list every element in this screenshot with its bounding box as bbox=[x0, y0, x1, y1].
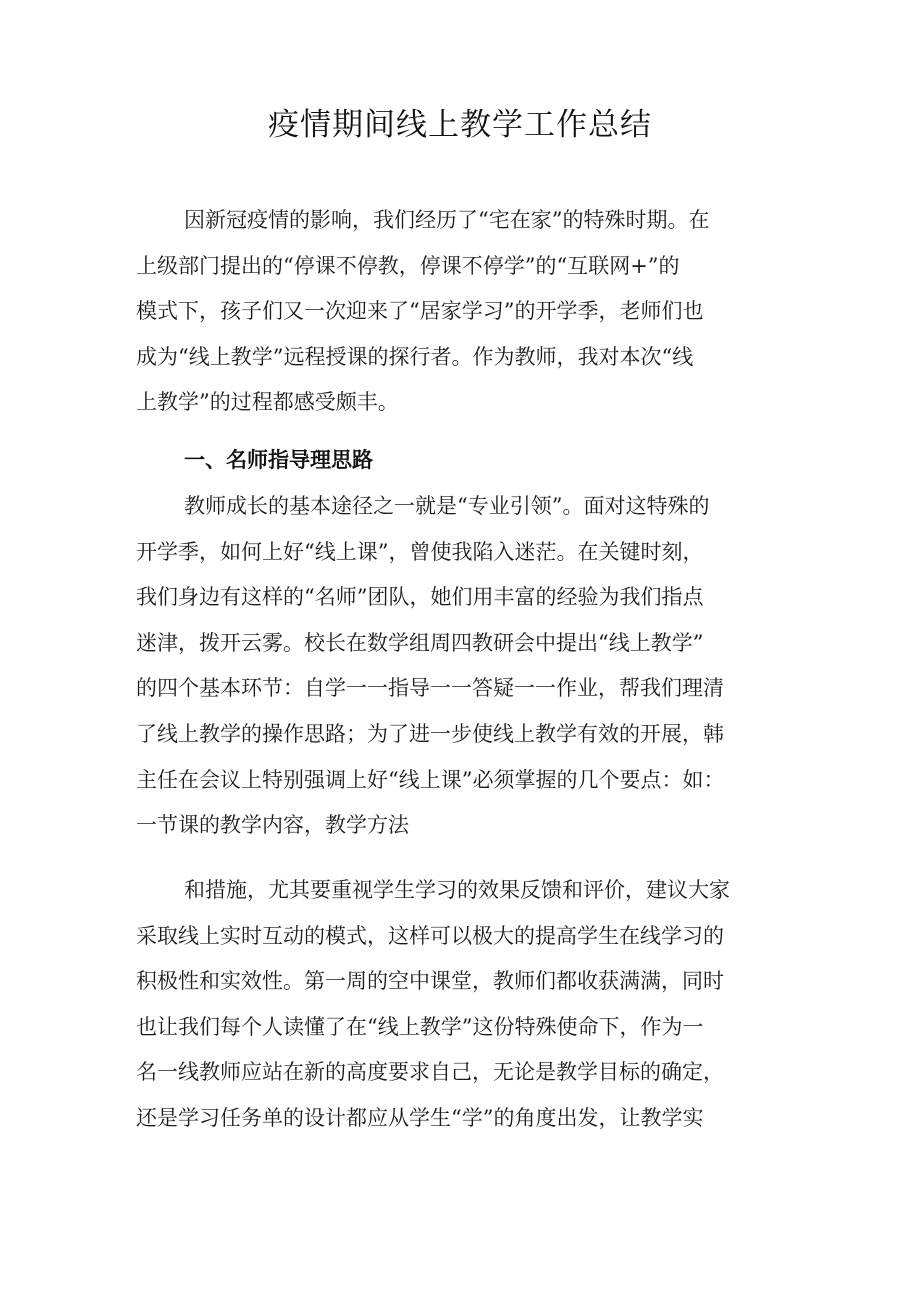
section-heading: 一、名师指导理思路 bbox=[184, 448, 373, 472]
text-line: 主任在会议上特别强调上好“线上课”必须掌握的几个要点：如： bbox=[136, 767, 725, 792]
text-line: 采取线上实时互动的模式，这样可以极大的提高学生在线学习的 bbox=[136, 923, 724, 948]
text-line: 教师成长的基本途径之一就是“专业引领”。面对这特殊的 bbox=[184, 494, 710, 518]
text-line: 模式下，孩子们又一次迎来了“居家学习”的开学季，老师们也 bbox=[136, 299, 704, 324]
text-line: 和措施，尤其要重视学生学习的效果反馈和评价，建议大家 bbox=[184, 878, 730, 902]
text-line: 上级部门提出的“停课不停教，停课不停学”的“互联网+”的 bbox=[136, 253, 680, 278]
text-line: 因新冠疫情的影响，我们经历了“宅在家”的特殊时期。在 bbox=[184, 208, 710, 232]
text-line: 开学季，如何上好“线上课”，曾使我陷入迷茫。在关键时刻， bbox=[136, 539, 704, 564]
text-line: 一节课的教学内容，教学方法 bbox=[136, 813, 409, 838]
text-line: 的四个基本环节：自学一一指导一一答疑一一作业，帮我们理清 bbox=[136, 676, 724, 701]
text-line: 名一线教师应站在新的高度要求自己，无论是教学目标的确定， bbox=[136, 1060, 724, 1085]
text-line: 还是学习任务单的设计都应从学生“学”的角度出发，让教学实 bbox=[136, 1105, 704, 1130]
text-line: 我们身边有这样的“名师”团队，她们用丰富的经验为我们指点 bbox=[136, 585, 704, 610]
text-line: 积极性和实效性。第一周的空中课堂，教师们都收获满满，同时 bbox=[136, 969, 724, 994]
text-line: 上教学”的过程都感受颇丰。 bbox=[136, 390, 399, 415]
text-line: 迷津，拨开云雾。校长在数学组周四教研会中提出“线上教学” bbox=[136, 630, 704, 655]
paragraph-measures bbox=[136, 868, 816, 1142]
text-line: 也让我们每个人读懂了在“线上教学”这份特殊使命下，作为一 bbox=[136, 1014, 704, 1039]
document-title: 疫情期间线上教学工作总结 bbox=[268, 107, 652, 143]
paragraph-guidance bbox=[136, 484, 816, 849]
text-line: 了线上教学的操作思路；为了进一步使线上教学有效的开展，韩 bbox=[136, 721, 724, 746]
paragraph-intro bbox=[136, 198, 816, 426]
text-line: 成为“线上教学”远程授课的探行者。作为教师，我对本次“线 bbox=[136, 344, 694, 369]
